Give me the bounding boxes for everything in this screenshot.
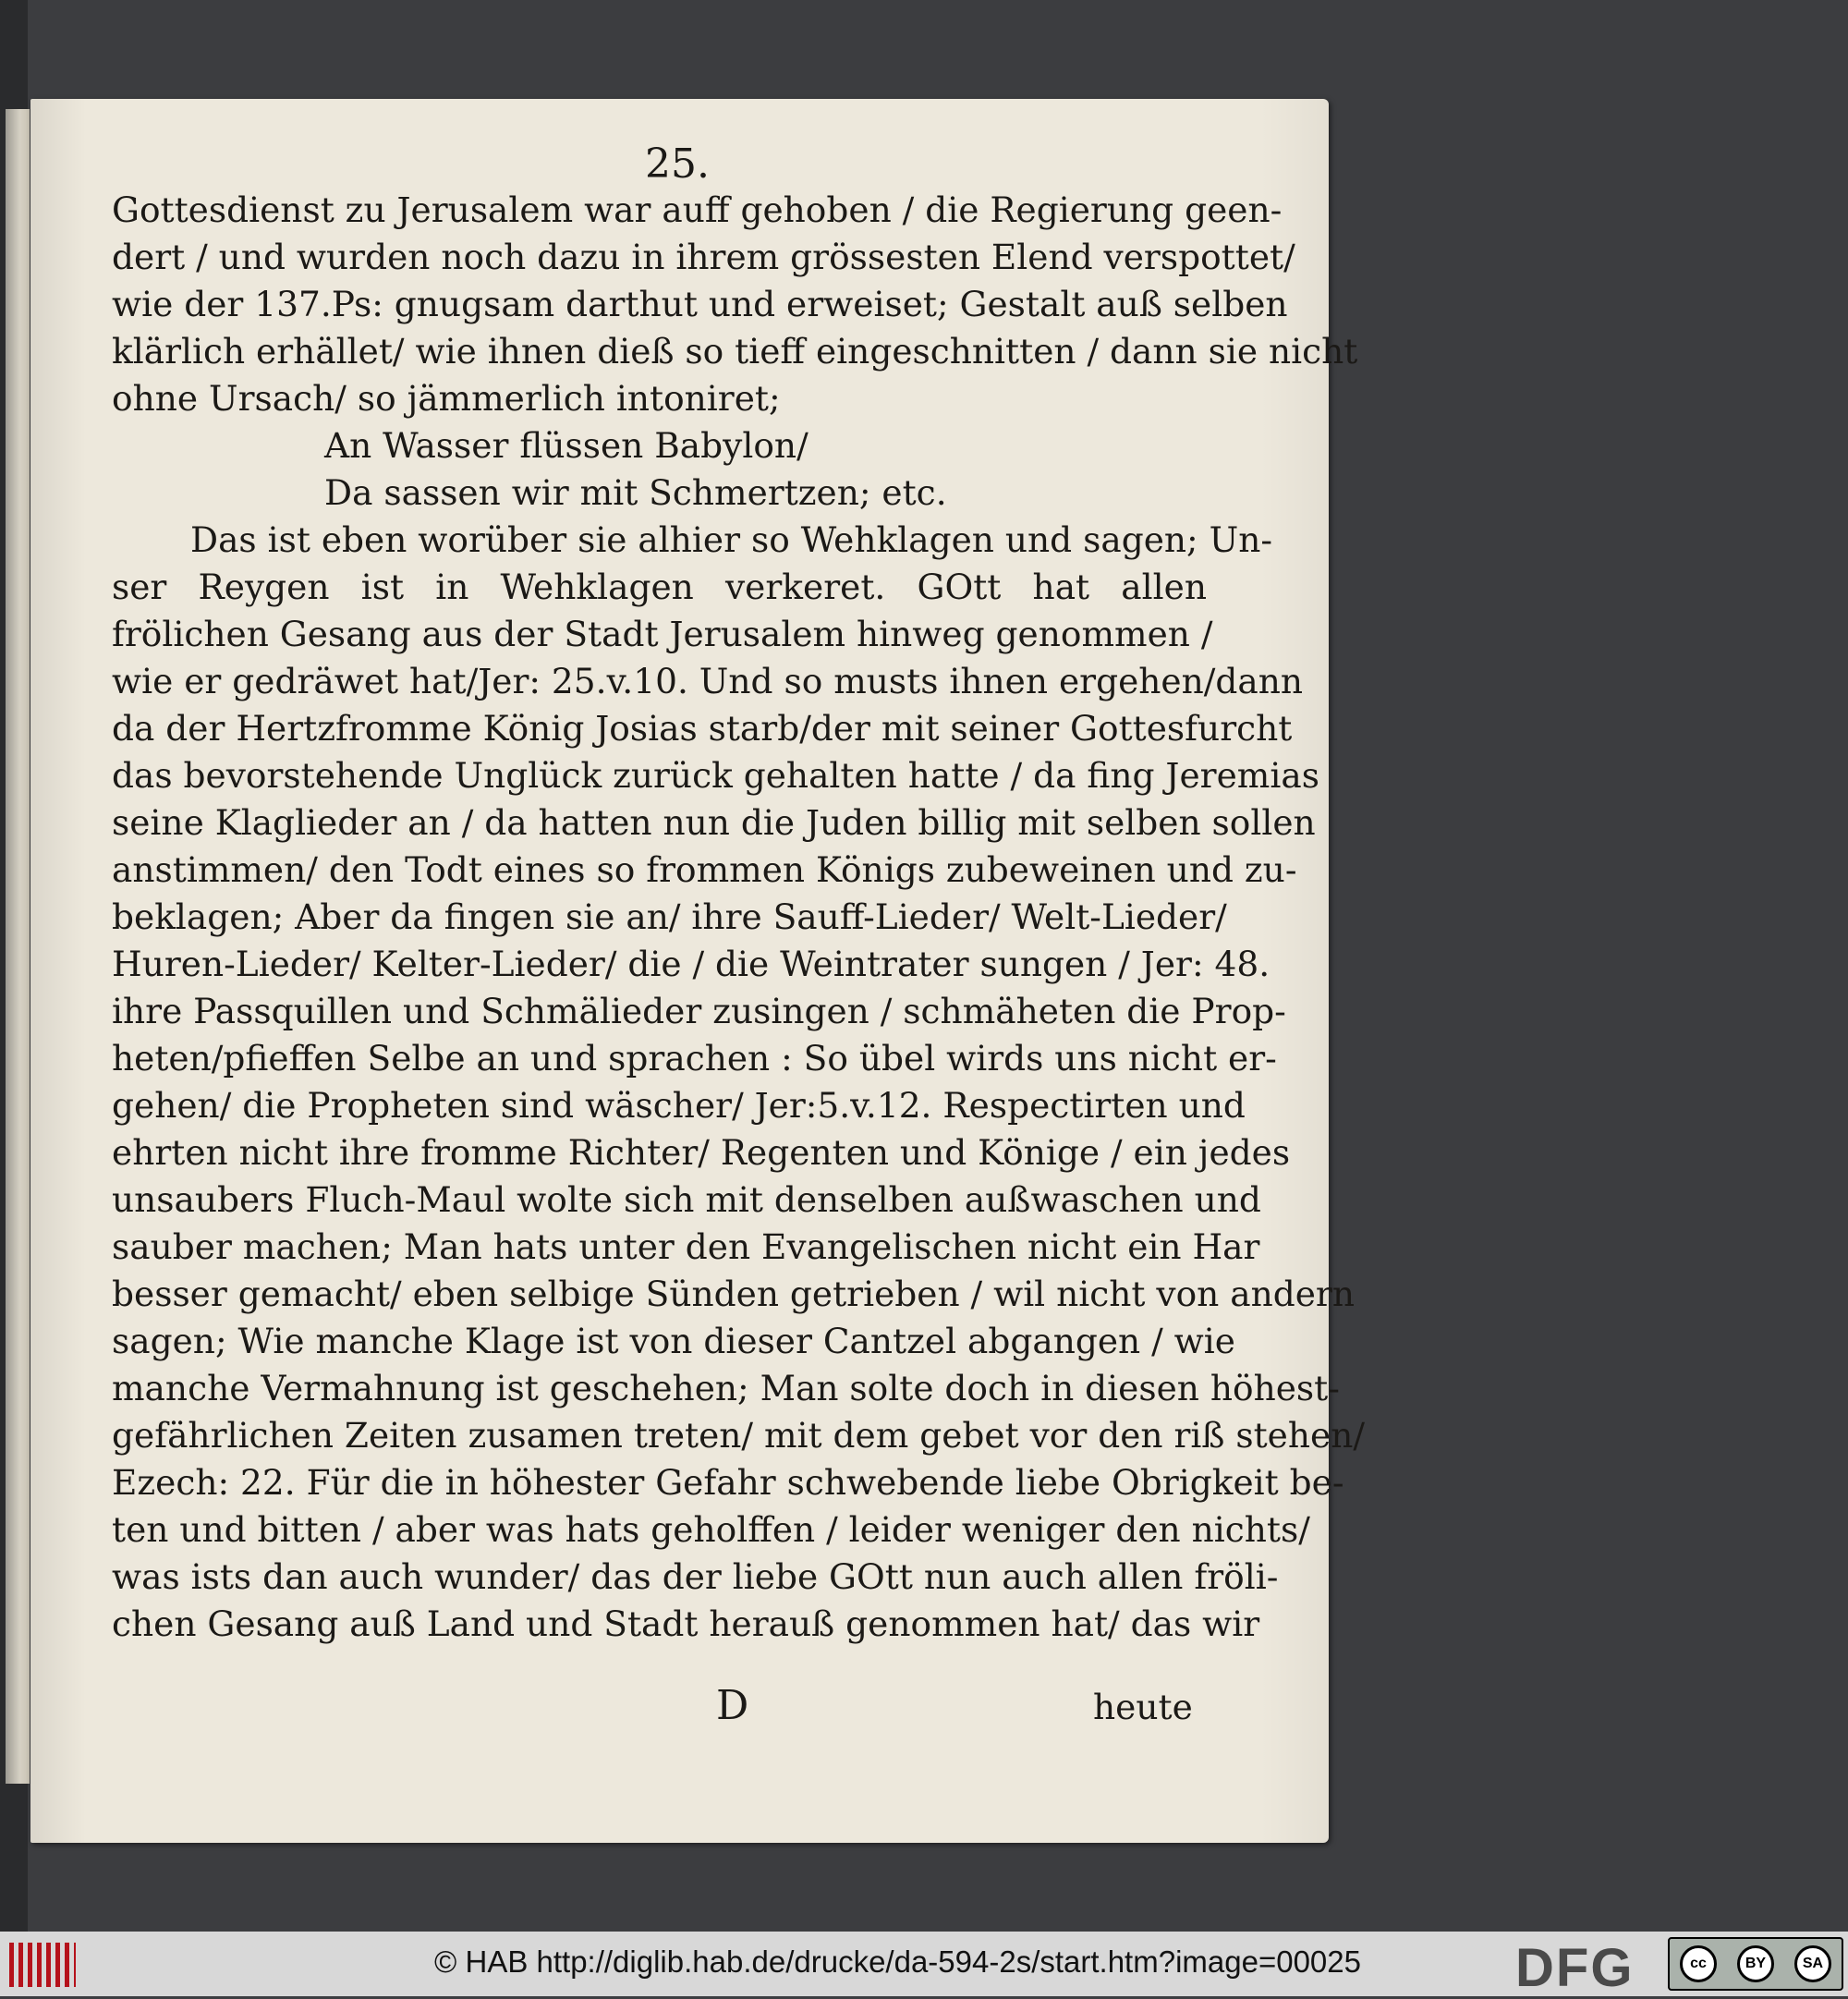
sa-share-alike-icon: SA: [1794, 1945, 1831, 1982]
text-line: wie er gedräwet hat/Jer: 25.v.10. Und so musts ihnen ergehen/dann: [112, 661, 1304, 701]
verse-line: An Wasser flüssen Babylon/: [324, 425, 808, 466]
by-attribution-icon: BY: [1737, 1945, 1774, 1982]
text-line: heten/pfieffen Selbe an und sprachen : So übel wirds uns nicht er-: [112, 1038, 1277, 1079]
text-line: Das ist eben worüber sie alhier so Wehklagen und sagen; Un-: [190, 519, 1273, 560]
text-line: da der Hertzfromme König Josias starb/der mit seiner Gottesfurcht: [112, 708, 1293, 749]
text-line: was ists dan auch wunder/ das der liebe GOtt nun auch allen fröli-: [112, 1556, 1279, 1597]
facing-page-edge: [6, 109, 30, 1784]
cc-icon: cc: [1680, 1945, 1717, 1982]
text-line: Ezech: 22. Für die in höhester Gefahr schwebende liebe Obrigkeit be-: [112, 1462, 1344, 1503]
page-number: 25.: [645, 140, 710, 188]
dfg-logo: DFG: [1515, 1938, 1635, 1998]
text-line: Gottesdienst zu Jerusalem war auff gehoben / die Regierung geen-: [112, 189, 1283, 230]
text-line: ten und bitten / aber was hats geholffen / leider weniger den nichts/: [112, 1509, 1310, 1550]
text-line: anstimmen/ den Todt eines so frommen Königs zubeweinen und zu-: [112, 849, 1297, 890]
text-line: sagen; Wie manche Klage ist von dieser Cantzel abgangen / wie: [112, 1321, 1235, 1361]
text-line: gefährlichen Zeiten zusamen treten/ mit dem gebet vor den riß stehen/: [112, 1415, 1365, 1456]
text-line: klärlich erhället/ wie ihnen dieß so tieff eingeschnitten / dann sie nicht: [112, 331, 1358, 372]
source-credit-link[interactable]: © HAB http://diglib.hab.de/drucke/da-594-2s/start.htm?image=00025: [434, 1944, 1361, 1979]
catchword: heute: [1093, 1687, 1193, 1727]
scanned-page: [30, 99, 1365, 1843]
signature-mark: D: [716, 1682, 749, 1729]
text-line: das bevorstehende Unglück zurück gehalten hatte / da fing Jeremias: [112, 755, 1319, 796]
page-text: [112, 187, 1365, 1648]
text-line: ihre Passquillen und Schmälieder zusingen / schmäheten die Prop-: [112, 991, 1286, 1031]
text-line: frölichen Gesang aus der Stadt Jerusalem hinweg genommen /: [112, 614, 1213, 654]
text-line: dert / und wurden noch dazu in ihrem grössesten Elend verspottet/: [112, 237, 1295, 277]
text-line: manche Vermahnung ist geschehen; Man solte doch in diesen höhest-: [112, 1368, 1340, 1408]
verse-line: Da sassen wir mit Schmertzen; etc.: [324, 472, 947, 513]
text-line: wie der 137.Ps: gnugsam darthut und erweiset; Gestalt auß selben: [112, 284, 1288, 324]
text-line: gehen/ die Propheten sind wäscher/ Jer:5.v.12. Respectirten und: [112, 1085, 1246, 1126]
text-line: unsaubers Fluch-Maul wolte sich mit denselben außwaschen und: [112, 1179, 1261, 1220]
text-line: seine Klaglieder an / da hatten nun die Juden billig mit selben sollen: [112, 802, 1316, 843]
text-line: chen Gesang auß Land und Stadt herauß genommen hat/ das wir: [112, 1603, 1260, 1644]
text-line: beklagen; Aber da fingen sie an/ ihre Sauff-Lieder/ Welt-Lieder/: [112, 896, 1227, 937]
text-line: Huren-Lieder/ Kelter-Lieder/ die / die Weintrater sungen / Jer: 48.: [112, 944, 1270, 984]
footer-bar: [0, 1932, 1848, 1996]
hab-barcode-icon: [9, 1943, 76, 1987]
cc-license-badge[interactable]: [1668, 1937, 1843, 1991]
text-line: sauber machen; Man hats unter den Evangelischen nicht ein Har: [112, 1226, 1260, 1267]
text-line: ser Reygen ist in Wehklagen verkeret. GOtt hat allen: [112, 567, 1207, 607]
text-line: ohne Ursach/ so jämmerlich intoniret;: [112, 378, 781, 419]
text-line: besser gemacht/ eben selbige Sünden getrieben / wil nicht von andern: [112, 1274, 1356, 1314]
text-line: ehrten nicht ihre fromme Richter/ Regenten und Könige / ein jedes: [112, 1132, 1291, 1173]
